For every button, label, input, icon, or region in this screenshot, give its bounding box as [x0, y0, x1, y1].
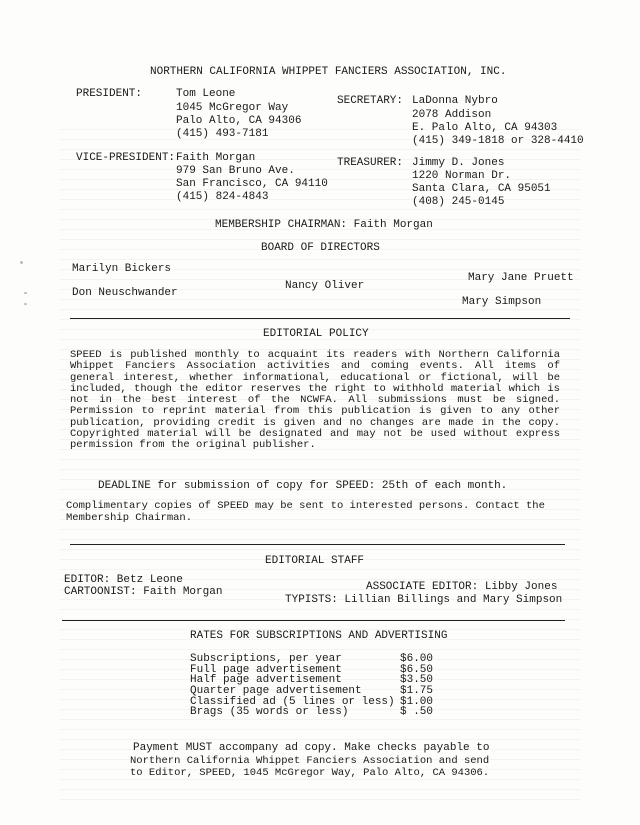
- president-name: Tom Leone: [176, 88, 236, 100]
- treasurer-address1: 1220 Norman Dr.: [412, 170, 512, 182]
- treasurer-phone: (408) 245-0145: [412, 196, 505, 208]
- board-heading: BOARD OF DIRECTORS: [261, 242, 380, 254]
- president-label: PRESIDENT:: [76, 88, 143, 100]
- payment-note-line2: Northern California Whippet Fanciers Association and send: [130, 755, 490, 767]
- secretary-address2: E. Palo Alto, CA 94303: [412, 122, 558, 134]
- vice-president-phone: (415) 824-4843: [176, 191, 269, 203]
- editorial-staff-heading: EDITORIAL STAFF: [265, 555, 365, 567]
- rates-heading: RATES FOR SUBSCRIPTIONS AND ADVERTISING: [190, 630, 448, 642]
- secretary-label: SECRETARY:: [337, 95, 404, 107]
- rate-label: Brags (35 words or less): [190, 706, 349, 719]
- editorial-policy-heading: EDITORIAL POLICY: [263, 328, 369, 340]
- rate-label: Half page advertisement: [190, 674, 342, 687]
- editor-line: EDITOR: Betz Leone: [64, 574, 183, 586]
- rate-price: $6.00: [400, 653, 434, 665]
- editorial-policy-paragraph: SPEED is published monthly to acquaint its readers with Northern California Whippet Fanciers Association activities and coming events. All items of general interest, whether informational, educational or fictional, will be included, though the editor reserves the right to withhold material which is not in the best interest of the NCWFA. All submissions must be signed. Permission to reprint material from this publication is given to any other publication, providing credit is given and no changes are made in the copy. Copyrighted material will be designated and may not be used without express permission from the original publisher.: [70, 349, 560, 452]
- rates-table: [190, 654, 440, 718]
- vice-president-label: VICE-PRESIDENT:: [76, 152, 176, 164]
- board-member: Don Neuschwander: [72, 287, 178, 299]
- president-phone: (415) 493-7181: [176, 128, 269, 140]
- rate-label: Classified ad (5 lines or less): [190, 695, 395, 708]
- deadline-line: DEADLINE for submission of copy for SPEED: 25th of each month.: [98, 480, 508, 492]
- punch-mark: [24, 303, 27, 305]
- vice-president-address2: San Francisco, CA 94110: [176, 178, 328, 190]
- punch-mark: [20, 261, 23, 264]
- treasurer-name: Jimmy D. Jones: [412, 157, 505, 169]
- vice-president-address1: 979 San Bruno Ave.: [176, 165, 295, 177]
- vice-president-name: Faith Morgan: [176, 152, 256, 164]
- rate-row: [190, 707, 440, 718]
- rate-label: Full page advertisement: [190, 663, 342, 676]
- associate-editor-line: ASSOCIATE EDITOR: Libby Jones: [366, 581, 558, 593]
- org-title: NORTHERN CALIFORNIA WHIPPET FANCIERS ASSOCIATION, INC.: [150, 66, 507, 78]
- treasurer-label: TREASURER:: [337, 157, 404, 169]
- rate-price: $6.50: [400, 663, 434, 676]
- president-address1: 1045 McGregor Way: [176, 102, 289, 114]
- rate-price: $ .50: [400, 706, 434, 719]
- cartoonist-line: CARTOONIST: Faith Morgan: [64, 586, 223, 598]
- typists-line: TYPISTS: Lillian Billings and Mary Simpson: [285, 594, 563, 606]
- punch-mark: [24, 292, 27, 294]
- board-member: Nancy Oliver: [285, 280, 365, 292]
- complimentary-copies: Complimentary copies of SPEED may be sent to interested persons. Contact the Membership Chairman.: [66, 500, 545, 524]
- board-member: Mary Jane Pruett: [468, 272, 574, 284]
- rate-label: Subscriptions, per year: [190, 653, 342, 665]
- president-address2: Palo Alto, CA 94306: [176, 115, 302, 127]
- rate-label: Quarter page advertisement: [190, 685, 362, 698]
- board-member: Marilyn Bickers: [72, 263, 172, 275]
- rate-price: $3.50: [400, 674, 434, 687]
- secretary-name: LaDonna Nybro: [412, 95, 498, 107]
- secretary-address1: 2078 Addison: [412, 109, 492, 121]
- membership-chairman: MEMBERSHIP CHAIRMAN: Faith Morgan: [215, 219, 433, 231]
- payment-note-line3: to Editor, SPEED, 1045 McGregor Way, Palo Alto, CA 94306.: [130, 767, 490, 779]
- rate-price: $1.75: [400, 685, 434, 698]
- payment-note-line1: Payment MUST accompany ad copy. Make checks payable to: [133, 742, 490, 754]
- section-divider: [70, 544, 565, 545]
- rate-price: $1.00: [400, 695, 434, 708]
- board-member: Mary Simpson: [462, 296, 542, 308]
- secretary-phone: (415) 349-1818 or 328-4410: [412, 135, 584, 147]
- section-divider: [70, 318, 570, 319]
- treasurer-address2: Santa Clara, CA 95051: [412, 183, 551, 195]
- section-divider: [62, 620, 565, 621]
